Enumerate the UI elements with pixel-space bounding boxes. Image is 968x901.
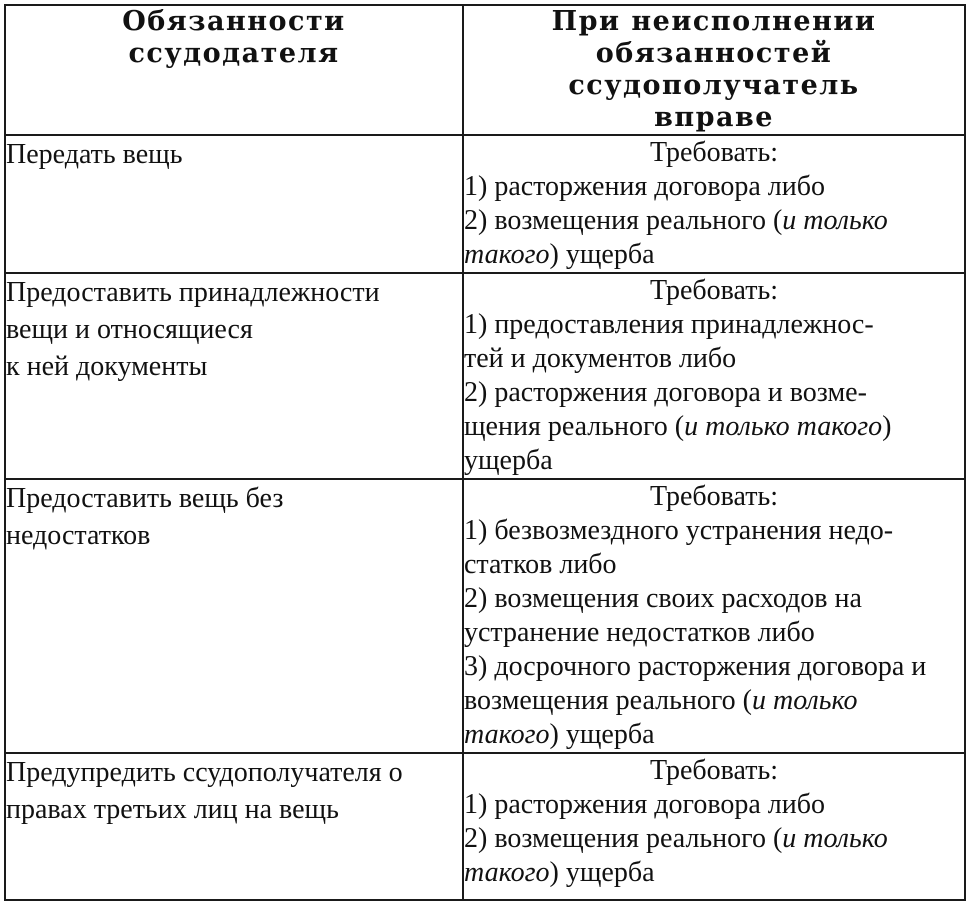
remedy-lead: Требовать: bbox=[649, 275, 779, 306]
remedy-line bbox=[464, 856, 964, 890]
duty-text: Предоставить принадлежности bbox=[6, 277, 380, 308]
remedy-lead: Требовать: bbox=[649, 137, 779, 168]
header-text: Обязанности bbox=[122, 6, 346, 37]
remedy-italic: такого bbox=[464, 719, 550, 750]
header-text: При неисполнении bbox=[551, 6, 877, 37]
remedy-italic: такого bbox=[464, 857, 550, 888]
duty-text: Передать вещь bbox=[6, 139, 183, 170]
remedy-italic: такого bbox=[464, 239, 550, 270]
remedy-text: ) ущерба bbox=[549, 857, 655, 888]
duty-text: Предупредить ссудополучателя о bbox=[6, 757, 403, 788]
remedy-text: ) ущерба bbox=[549, 719, 655, 750]
duty-cell bbox=[5, 135, 463, 273]
remedy-line: 1) предоставления принадлежнос- bbox=[464, 309, 874, 340]
header-text: обязанностей ссудополучатель bbox=[568, 38, 860, 101]
duty-cell bbox=[5, 479, 463, 753]
remedy-line bbox=[464, 204, 964, 238]
table-header-row bbox=[5, 5, 965, 135]
duty-text: правах третьих лиц на вещь bbox=[6, 794, 339, 825]
header-text: ссудодателя bbox=[128, 38, 340, 69]
remedy-line: 3) досрочного расторжения договора и bbox=[464, 651, 927, 682]
remedy-line bbox=[464, 410, 964, 444]
remedy-cell bbox=[463, 135, 965, 273]
duty-text: к ней документы bbox=[6, 351, 208, 382]
remedy-line: 1) расторжения договора либо bbox=[464, 789, 825, 820]
remedy-text: возмещения реального ( bbox=[464, 685, 752, 716]
remedy-line: устранение недостатков либо bbox=[464, 617, 815, 648]
remedy-line: 1) безвозмездного устранения недо- bbox=[464, 515, 894, 546]
remedy-cell bbox=[463, 753, 965, 900]
remedy-cell bbox=[463, 273, 965, 479]
remedy-line: 2) возмещения своих расходов на bbox=[464, 583, 862, 614]
remedy-text: ) ущерба bbox=[549, 239, 655, 270]
duty-text: Предоставить вещь без bbox=[6, 483, 284, 514]
duty-cell bbox=[5, 753, 463, 900]
header-duties bbox=[5, 5, 463, 135]
table-row bbox=[5, 753, 965, 900]
table-row bbox=[5, 479, 965, 753]
remedy-italic: и только bbox=[782, 823, 888, 854]
remedy-line bbox=[464, 684, 964, 718]
remedy-italic: и только bbox=[782, 205, 888, 236]
remedy-line: тей и документов либо bbox=[464, 343, 737, 374]
remedy-line: 2) расторжения договора и возме- bbox=[464, 377, 867, 408]
remedy-line: статков либо bbox=[464, 549, 617, 580]
header-remedies bbox=[463, 5, 965, 135]
remedy-italic: и только такого bbox=[684, 411, 883, 442]
duty-text: вещи и относящиеся bbox=[6, 314, 253, 345]
remedy-text: щения реального ( bbox=[464, 411, 685, 442]
table-row bbox=[5, 135, 965, 273]
remedy-line bbox=[464, 718, 964, 752]
obligations-table bbox=[4, 4, 966, 901]
remedy-line: ущерба bbox=[464, 445, 553, 476]
remedy-line bbox=[464, 238, 964, 272]
remedy-line bbox=[464, 822, 964, 856]
duty-cell bbox=[5, 273, 463, 479]
table-row bbox=[5, 273, 965, 479]
remedy-text: ) bbox=[882, 411, 892, 442]
remedy-italic: и только bbox=[751, 685, 858, 716]
remedy-lead: Требовать: bbox=[649, 755, 779, 786]
remedy-line: 1) расторжения договора либо bbox=[464, 171, 825, 202]
header-text: вправе bbox=[654, 102, 774, 133]
duty-text: недостатков bbox=[6, 520, 151, 551]
remedy-text: 2) возмещения реального ( bbox=[464, 823, 783, 854]
remedy-cell bbox=[463, 479, 965, 753]
remedy-text: 2) возмещения реального ( bbox=[464, 205, 783, 236]
remedy-lead: Требовать: bbox=[649, 481, 779, 512]
